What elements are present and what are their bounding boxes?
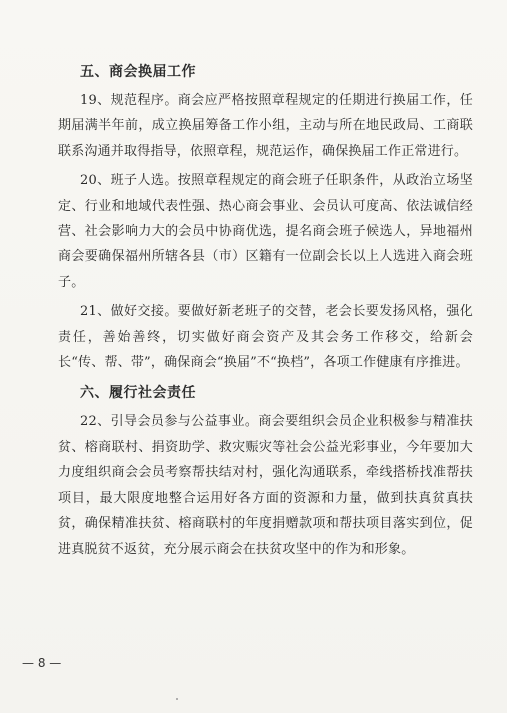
paragraph-20: 20、班子人选。按照章程规定的商会班子任职条件，从政治立场坚定、行业和地域代表性强、热心商会事业、会员认可度高、依法诚信经营、社会影响力大的会员中协商优选，提名商会班子候选人，异地福州商会要确保福州所辖各县（市）区籍有一位副会长以上人选进入商会班子。 <box>58 173 473 290</box>
page-number: — 8 — <box>22 656 62 670</box>
paragraph-19: 19、规范程序。商会应严格按照章程规定的任期进行换届工作，任期届满半年前，成立换届筹备工作小组，主动与所在地民政局、工商联联系沟通并取得指导，依照章程，规范运作，确保换届工作正常进行。 <box>58 93 473 159</box>
scan-speck <box>176 698 178 700</box>
section-heading-6: 六、履行社会责任 <box>80 385 196 402</box>
section-heading-5: 五、商会换届工作 <box>80 64 196 80</box>
paragraph-21: 21、做好交接。要做好新老班子的交替，老会长要发扬风格，强化责任，善始善终，切实做好商会资产及其会务工作移交，给新会长“传、帮、带”，确保商会“换届”不“换档”，各项工作健康有序推进。 <box>58 304 473 371</box>
document-body <box>58 60 473 562</box>
paragraph-22: 22、引导会员参与公益事业。商会要组织会员企业积极参与精准扶贫、榕商联村、捐资助学、救灾赈灾等社会公益光彩事业，今年要加大力度组织商会会员考察帮扶结对村，强化沟通联系，牵线搭桥找准帮扶项目，最大限度地整合运用好各方面的资源和力量，做到扶真贫真扶贫，确保精准扶贫、榕商联村的年度捐赠款项和帮扶项目落实到位，促进真脱贫不返贫，充分展示商会在扶贫攻坚中的作为和形象。 <box>58 414 473 557</box>
